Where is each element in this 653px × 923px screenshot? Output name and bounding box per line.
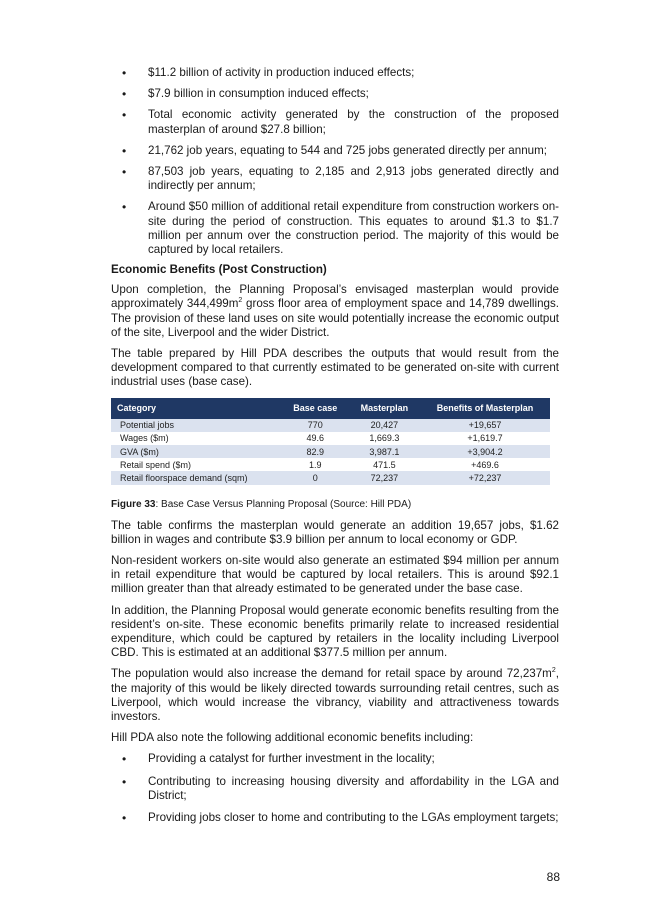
- table-cell: 49.6: [282, 432, 349, 445]
- table-row: [111, 471, 550, 484]
- table-cell: Retail spend ($m): [111, 458, 282, 471]
- list-item: • 87,503 job years, equating to 2,185 and 2,913 jobs generated directly and indirectly per annum;: [111, 165, 559, 193]
- table-cell: 82.9: [282, 445, 349, 458]
- table-header-row: [111, 398, 550, 419]
- paragraph-retail-space: [111, 667, 559, 724]
- table-cell: 770: [282, 419, 349, 432]
- additional-benefits-list: [111, 752, 559, 825]
- paragraph-additional-benefits: Hill PDA also note the following additional economic benefits including:: [111, 731, 474, 745]
- list-item: • $11.2 billion of activity in production induced effects;: [111, 66, 559, 80]
- page-content: [111, 66, 559, 833]
- paragraph-table-intro: The table prepared by Hill PDA describes the outputs that would result from the development compared to that currently estimated to be generated on-site with current industrial uses (base case).: [111, 347, 559, 389]
- table-cell: 3,987.1: [349, 445, 420, 458]
- list-item: • Contributing to increasing housing diversity and affordability in the LGA and District;: [111, 775, 559, 803]
- paragraph-non-resident: Non-resident workers on-site would also generate an estimated $94 million per annum in retail expenditure that would be captured by local retailers. This is around $92.1 million greater than that already estimated to be generated under the base case.: [111, 554, 559, 596]
- column-header: Category: [111, 398, 282, 419]
- table-cell: +1,619.7: [420, 432, 550, 445]
- table-cell: 0: [282, 471, 349, 484]
- table-cell: +469.6: [420, 458, 550, 471]
- table-row: [111, 432, 550, 445]
- paragraph-text: , the majority of this would be likely directed towards surrounding retail centres, such as Liverpool, which would increase the vibrancy, viability and attractiveness towards investors.: [111, 667, 559, 724]
- figure-caption: [111, 498, 559, 511]
- table-cell: GVA ($m): [111, 445, 282, 458]
- paragraph-text: The population would also increase the demand for retail space by around 72,237m: [111, 667, 552, 681]
- table-cell: +72,237: [420, 471, 550, 484]
- table-cell: 1,669.3: [349, 432, 420, 445]
- table-cell: Wages ($m): [111, 432, 282, 445]
- table-cell: +3,904.2: [420, 445, 550, 458]
- paragraph-jobs: The table confirms the masterplan would generate an addition 19,657 jobs, $1.62 billion in wages and contribute $3.9 billion per annum to local economy or GDP.: [111, 518, 559, 546]
- section-heading: Economic Benefits (Post Construction): [111, 263, 327, 277]
- list-item: • Around $50 million of additional retail expenditure from construction workers on-site during the period of construction. This equates to around $1.3 to $1.7 million per annum over the construction period. The majority of this would be captured by local retailers.: [111, 200, 559, 257]
- paragraph-residential: In addition, the Planning Proposal would generate economic benefits resulting from the resident’s on-site. These economic benefits primarily relate to increased residential expenditure, which could be captured by retailers in the locality including Liverpool CBD. This is estimated at an additional $377.5 million per annum.: [111, 603, 559, 660]
- paragraph-text: gross floor area of employment space and 14,789 dwellings. The provision of these land uses on site would potentially increase the economic output of the site, Liverpool and the wider District.: [111, 297, 559, 339]
- column-header: Base case: [282, 398, 349, 419]
- superscript: 2: [238, 297, 243, 305]
- table-cell: 471.5: [349, 458, 420, 471]
- figure-label: Figure 33: [111, 498, 156, 510]
- table-cell: +19,657: [420, 419, 550, 432]
- table-cell: 1.9: [282, 458, 349, 471]
- table-cell: 72,237: [349, 471, 420, 484]
- table-cell: Retail floorspace demand (sqm): [111, 471, 282, 484]
- figure-caption-text: : Base Case Versus Planning Proposal (Source: Hill PDA): [155, 498, 412, 510]
- column-header: Masterplan: [349, 398, 420, 419]
- list-item: • 21,762 job years, equating to 544 and 725 jobs generated directly per annum;: [111, 144, 559, 158]
- paragraph-completion: [111, 283, 559, 340]
- table-row: [111, 445, 550, 458]
- page-number: 88: [546, 870, 560, 884]
- list-item: • Providing jobs closer to home and contributing to the LGAs employment targets;: [111, 811, 559, 825]
- superscript: 2: [551, 667, 556, 675]
- list-item: • Total economic activity generated by the construction of the proposed masterplan of around $27.8 billion;: [111, 108, 559, 136]
- table-cell: 20,427: [349, 419, 420, 432]
- column-header: Benefits of Masterplan: [420, 398, 550, 419]
- list-item: • $7.9 billion in consumption induced effects;: [111, 87, 559, 101]
- table-row: [111, 419, 550, 432]
- list-item: • Providing a catalyst for further investment in the locality;: [111, 752, 559, 766]
- table-row: [111, 458, 550, 471]
- comparison-table: [111, 398, 550, 485]
- paragraph-text: Upon completion, the Planning Proposal’s envisaged masterplan would provide approximately 344,499m: [111, 283, 559, 311]
- table-cell: Potential jobs: [111, 419, 282, 432]
- construction-benefits-list: [111, 66, 559, 257]
